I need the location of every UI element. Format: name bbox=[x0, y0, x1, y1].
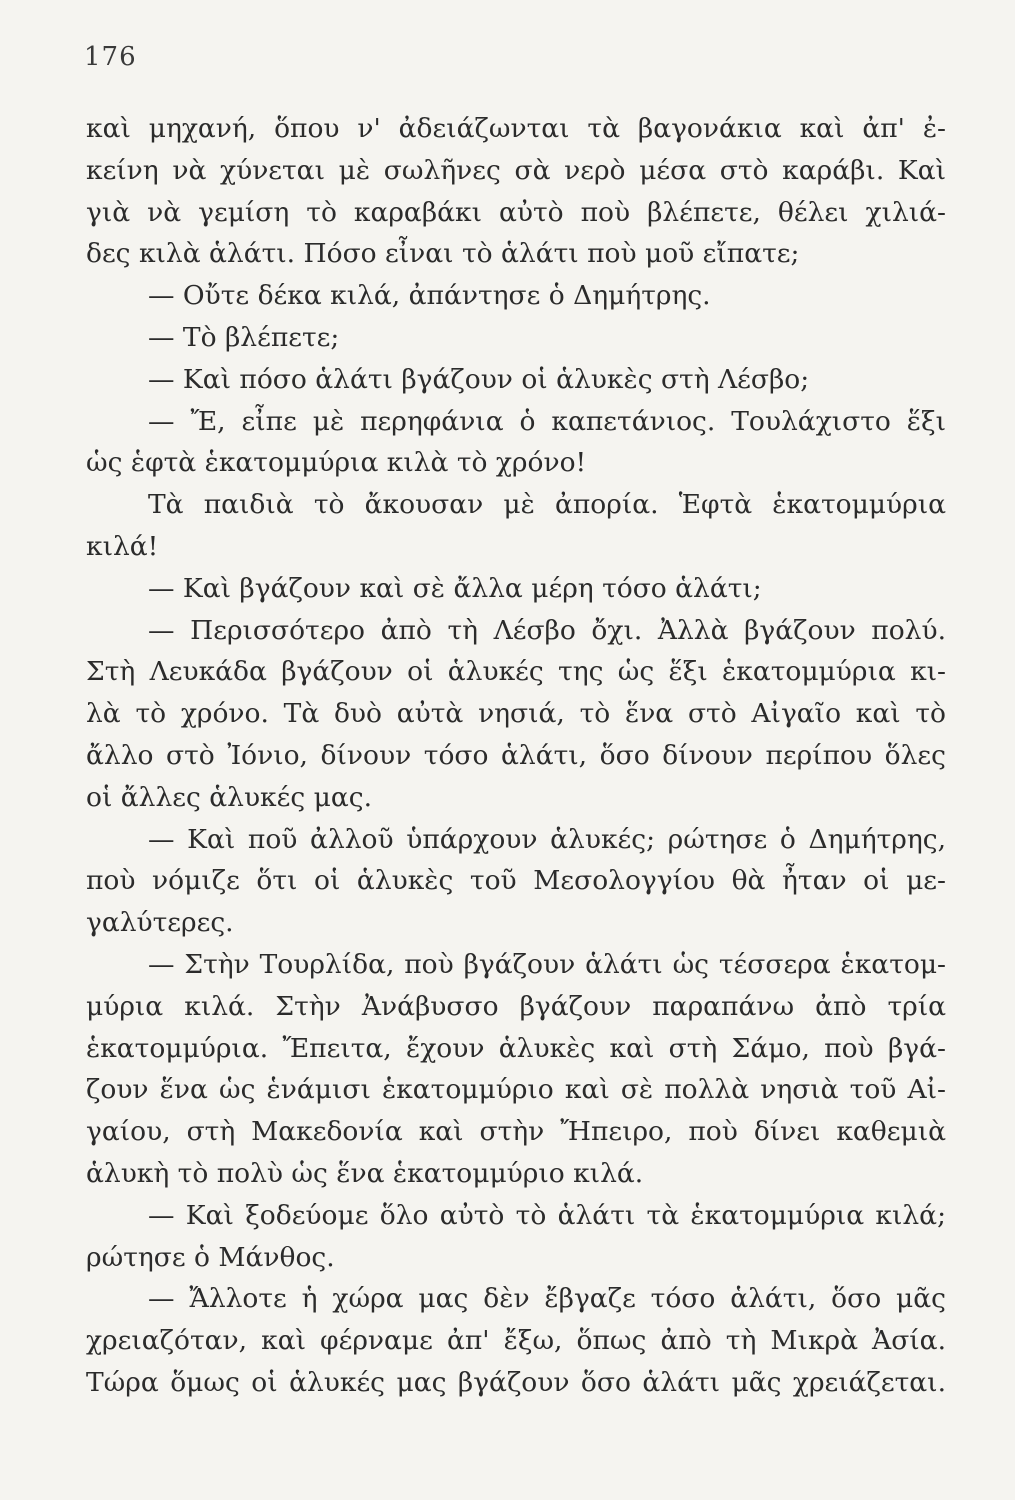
text-line: ἑκατομμύρια. Ἔπειτα, ἔχουν ἁλυκὲς καὶ στὴ Σάμο, ποὺ βγά- bbox=[86, 1032, 946, 1064]
text-line: — Οὔτε δέκα κιλά, ἀπάντησε ὁ Δημήτρης. bbox=[148, 280, 711, 312]
text-line: κείνη νὰ χύνεται μὲ σωλῆνες σὰ νερὸ μέσα στὸ καράβι. Καὶ bbox=[86, 154, 946, 186]
text-line: ρώτησε ὁ Μάνθος. bbox=[86, 1241, 335, 1273]
text-line: — Τὸ βλέπετε; bbox=[148, 321, 340, 353]
page-number: 176 bbox=[84, 42, 137, 72]
text-line: γιὰ νὰ γεμίση τὸ καραβάκι αὐτὸ ποὺ βλέπετε, θέλει χιλιά- bbox=[86, 196, 946, 228]
text-line: οἱ ἄλλες ἁλυκές μας. bbox=[86, 781, 372, 813]
text-line: — Στὴν Τουρλίδα, ποὺ βγάζουν ἁλάτι ὡς τέσσερα ἑκατομ- bbox=[148, 948, 946, 980]
text-line: — Καὶ ξοδεύομε ὅλο αὐτὸ τὸ ἁλάτι τὰ ἑκατομμύρια κιλά; bbox=[148, 1199, 946, 1231]
text-line: γαίου, στὴ Μακεδονία καὶ στὴν Ἤπειρο, ποὺ δίνει καθεμιὰ bbox=[86, 1116, 946, 1148]
text-line: — Ἄλλοτε ἡ χώρα μας δὲν ἔβγαζε τόσο ἁλάτι, ὅσο μᾶς bbox=[148, 1283, 946, 1315]
text-line: μύρια κιλά. Στὴν Ἀνάβυσσο βγάζουν παραπάνω ἀπὸ τρία bbox=[86, 990, 946, 1022]
text-line: — Ἔ, εἶπε μὲ περηφάνια ὁ καπετάνιος. Τουλάχιστο ἕξι bbox=[148, 405, 946, 437]
text-line: Τὰ παιδιὰ τὸ ἄκουσαν μὲ ἀπορία. Ἑφτὰ ἑκατομμύρια bbox=[148, 489, 946, 521]
text-line: ποὺ νόμιζε ὅτι οἱ ἁλυκὲς τοῦ Μεσολογγίου θὰ ἦταν οἱ με- bbox=[86, 865, 946, 897]
text-line: — Καὶ πόσο ἁλάτι βγάζουν οἱ ἁλυκὲς στὴ Λέσβο; bbox=[148, 363, 810, 395]
text-line: καὶ μηχανή, ὅπου ν' ἀδειάζωνται τὰ βαγονάκια καὶ ἀπ' ἐ- bbox=[86, 113, 946, 144]
text-line: Στὴ Λευκάδα βγάζουν οἱ ἁλυκές της ὡς ἕξι ἑκατομμύρια κι- bbox=[86, 656, 946, 688]
text-line: λὰ τὸ χρόνο. Τὰ δυὸ αὐτὰ νησιά, τὸ ἕνα στὸ Αἰγαῖο καὶ τὸ bbox=[86, 698, 946, 730]
text-line: χρειαζόταν, καὶ φέρναμε ἀπ' ἔξω, ὅπως ἀπὸ τὴ Μικρὰ Ἀσία. bbox=[86, 1325, 946, 1357]
text-line: δες κιλὰ ἁλάτι. Πόσο εἶναι τὸ ἁλάτι ποὺ μοῦ εἴπατε; bbox=[86, 238, 800, 270]
text-line: Τώρα ὅμως οἱ ἁλυκές μας βγάζουν ὅσο ἁλάτι μᾶς χρειάζεται. bbox=[86, 1366, 946, 1398]
text-line: γαλύτερες. bbox=[86, 907, 234, 939]
text-line: κιλά! bbox=[86, 530, 159, 562]
text-line: ζουν ἕνα ὡς ἑνάμισι ἑκατομμύριο καὶ σὲ πολλὰ νησιὰ τοῦ Αἰ- bbox=[86, 1074, 946, 1106]
text-line: — Περισσότερο ἀπὸ τὴ Λέσβο ὄχι. Ἀλλὰ βγάζουν πολύ. bbox=[148, 614, 946, 646]
text-line: ἄλλο στὸ Ἰόνιο, δίνουν τόσο ἁλάτι, ὅσο δίνουν περίπου ὅλες bbox=[86, 739, 946, 771]
text-line: — Καὶ βγάζουν καὶ σὲ ἄλλα μέρη τόσο ἁλάτι; bbox=[148, 572, 762, 604]
text-line: ὡς ἑφτὰ ἑκατομμύρια κιλὰ τὸ χρόνο! bbox=[86, 447, 587, 479]
text-line: ἁλυκὴ τὸ πολὺ ὡς ἕνα ἑκατομμύριο κιλά. bbox=[86, 1157, 644, 1189]
text-line: — Καὶ ποῦ ἀλλοῦ ὑπάρχουν ἁλυκές; ρώτησε ὁ Δημήτρης, bbox=[148, 823, 946, 855]
text-block bbox=[86, 108, 946, 1404]
